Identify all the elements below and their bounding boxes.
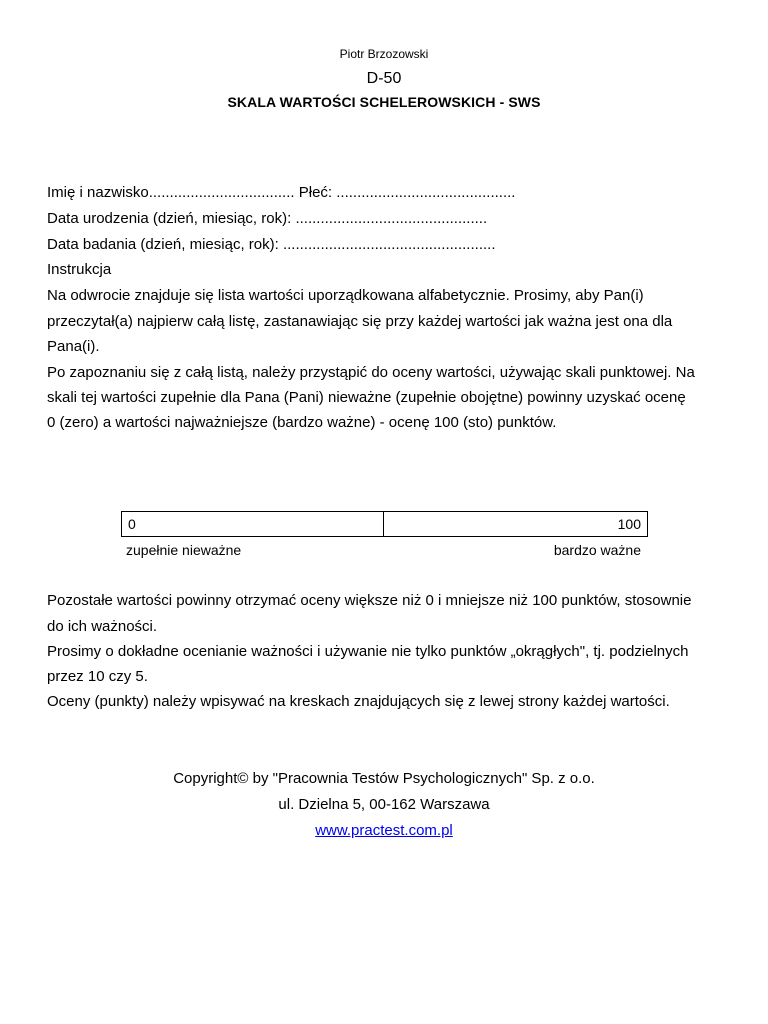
publisher-address: ul. Dzielna 5, 00-162 Warszawa [278, 796, 490, 813]
scale-max-label: bardzo ważne [553, 542, 641, 558]
scale-min-value: 0 [128, 516, 136, 532]
test-code: D-50 [366, 70, 402, 87]
instructions-line: skali tej wartości zupełnie dla Pana (Pani) nieważne (zupełnie obojętne) powinny uzyskać ocenę [47, 389, 686, 406]
instructions-line: przeczytał(a) najpierw całą listę, zastanawiając się przy każdej wartości jak ważna jest ona dla [47, 313, 673, 330]
author-name: Piotr Brzozowski [339, 47, 429, 61]
notes-line: Oceny (punkty) należy wpisywać na kreskach znajdujących się z lewej strony każdej wartości. [47, 693, 670, 710]
instructions-line: 0 (zero) a wartości najważniejsze (bardzo ważne) - ocenę 100 (sto) punktów. [47, 414, 557, 431]
scale-frame [121, 511, 648, 537]
notes-line: Prosimy o dokładne ocenianie ważności i używanie nie tylko punktów „okrągłych", tj. podzielnych [47, 643, 689, 660]
scale-max-value: 100 [617, 516, 641, 532]
scale-min-label: zupełnie nieważne [126, 542, 242, 558]
website-link[interactable]: www.practest.com.pl [315, 822, 453, 839]
instructions-heading: Instrukcja [47, 261, 112, 278]
instructions-line: Po zapoznaniu się z całą listą, należy przystąpić do oceny wartości, używając skali punktowej. Na [47, 364, 695, 381]
birth-date-field: Data urodzenia (dzień, miesiąc, rok): .............................................. [47, 210, 488, 227]
scale-baseline [121, 536, 648, 537]
notes-line: Pozostałe wartości powinny otrzymać oceny większe niż 0 i mniejsze niż 100 punktów, stosownie [47, 592, 692, 609]
notes-line: przez 10 czy 5. [47, 668, 148, 685]
instructions-line: Na odwrocie znajduje się lista wartości uporządkowana alfabetycznie. Prosimy, aby Pan(i) [47, 287, 644, 304]
page-title: SKALA WARTOŚCI SCHELEROWSKICH - SWS [227, 94, 541, 110]
instructions-line: Pana(i). [47, 338, 100, 355]
scale-midpoint-divider [383, 511, 384, 537]
name-sex-field: Imię i nazwisko................................... Płeć: ........................................... [47, 184, 516, 201]
exam-date-field: Data badania (dzień, miesiąc, rok): ................................................... [47, 236, 496, 253]
notes-line: do ich ważności. [47, 618, 158, 635]
copyright-notice: Copyright© by "Pracownia Testów Psychologicznych" Sp. z o.o. [173, 770, 595, 787]
